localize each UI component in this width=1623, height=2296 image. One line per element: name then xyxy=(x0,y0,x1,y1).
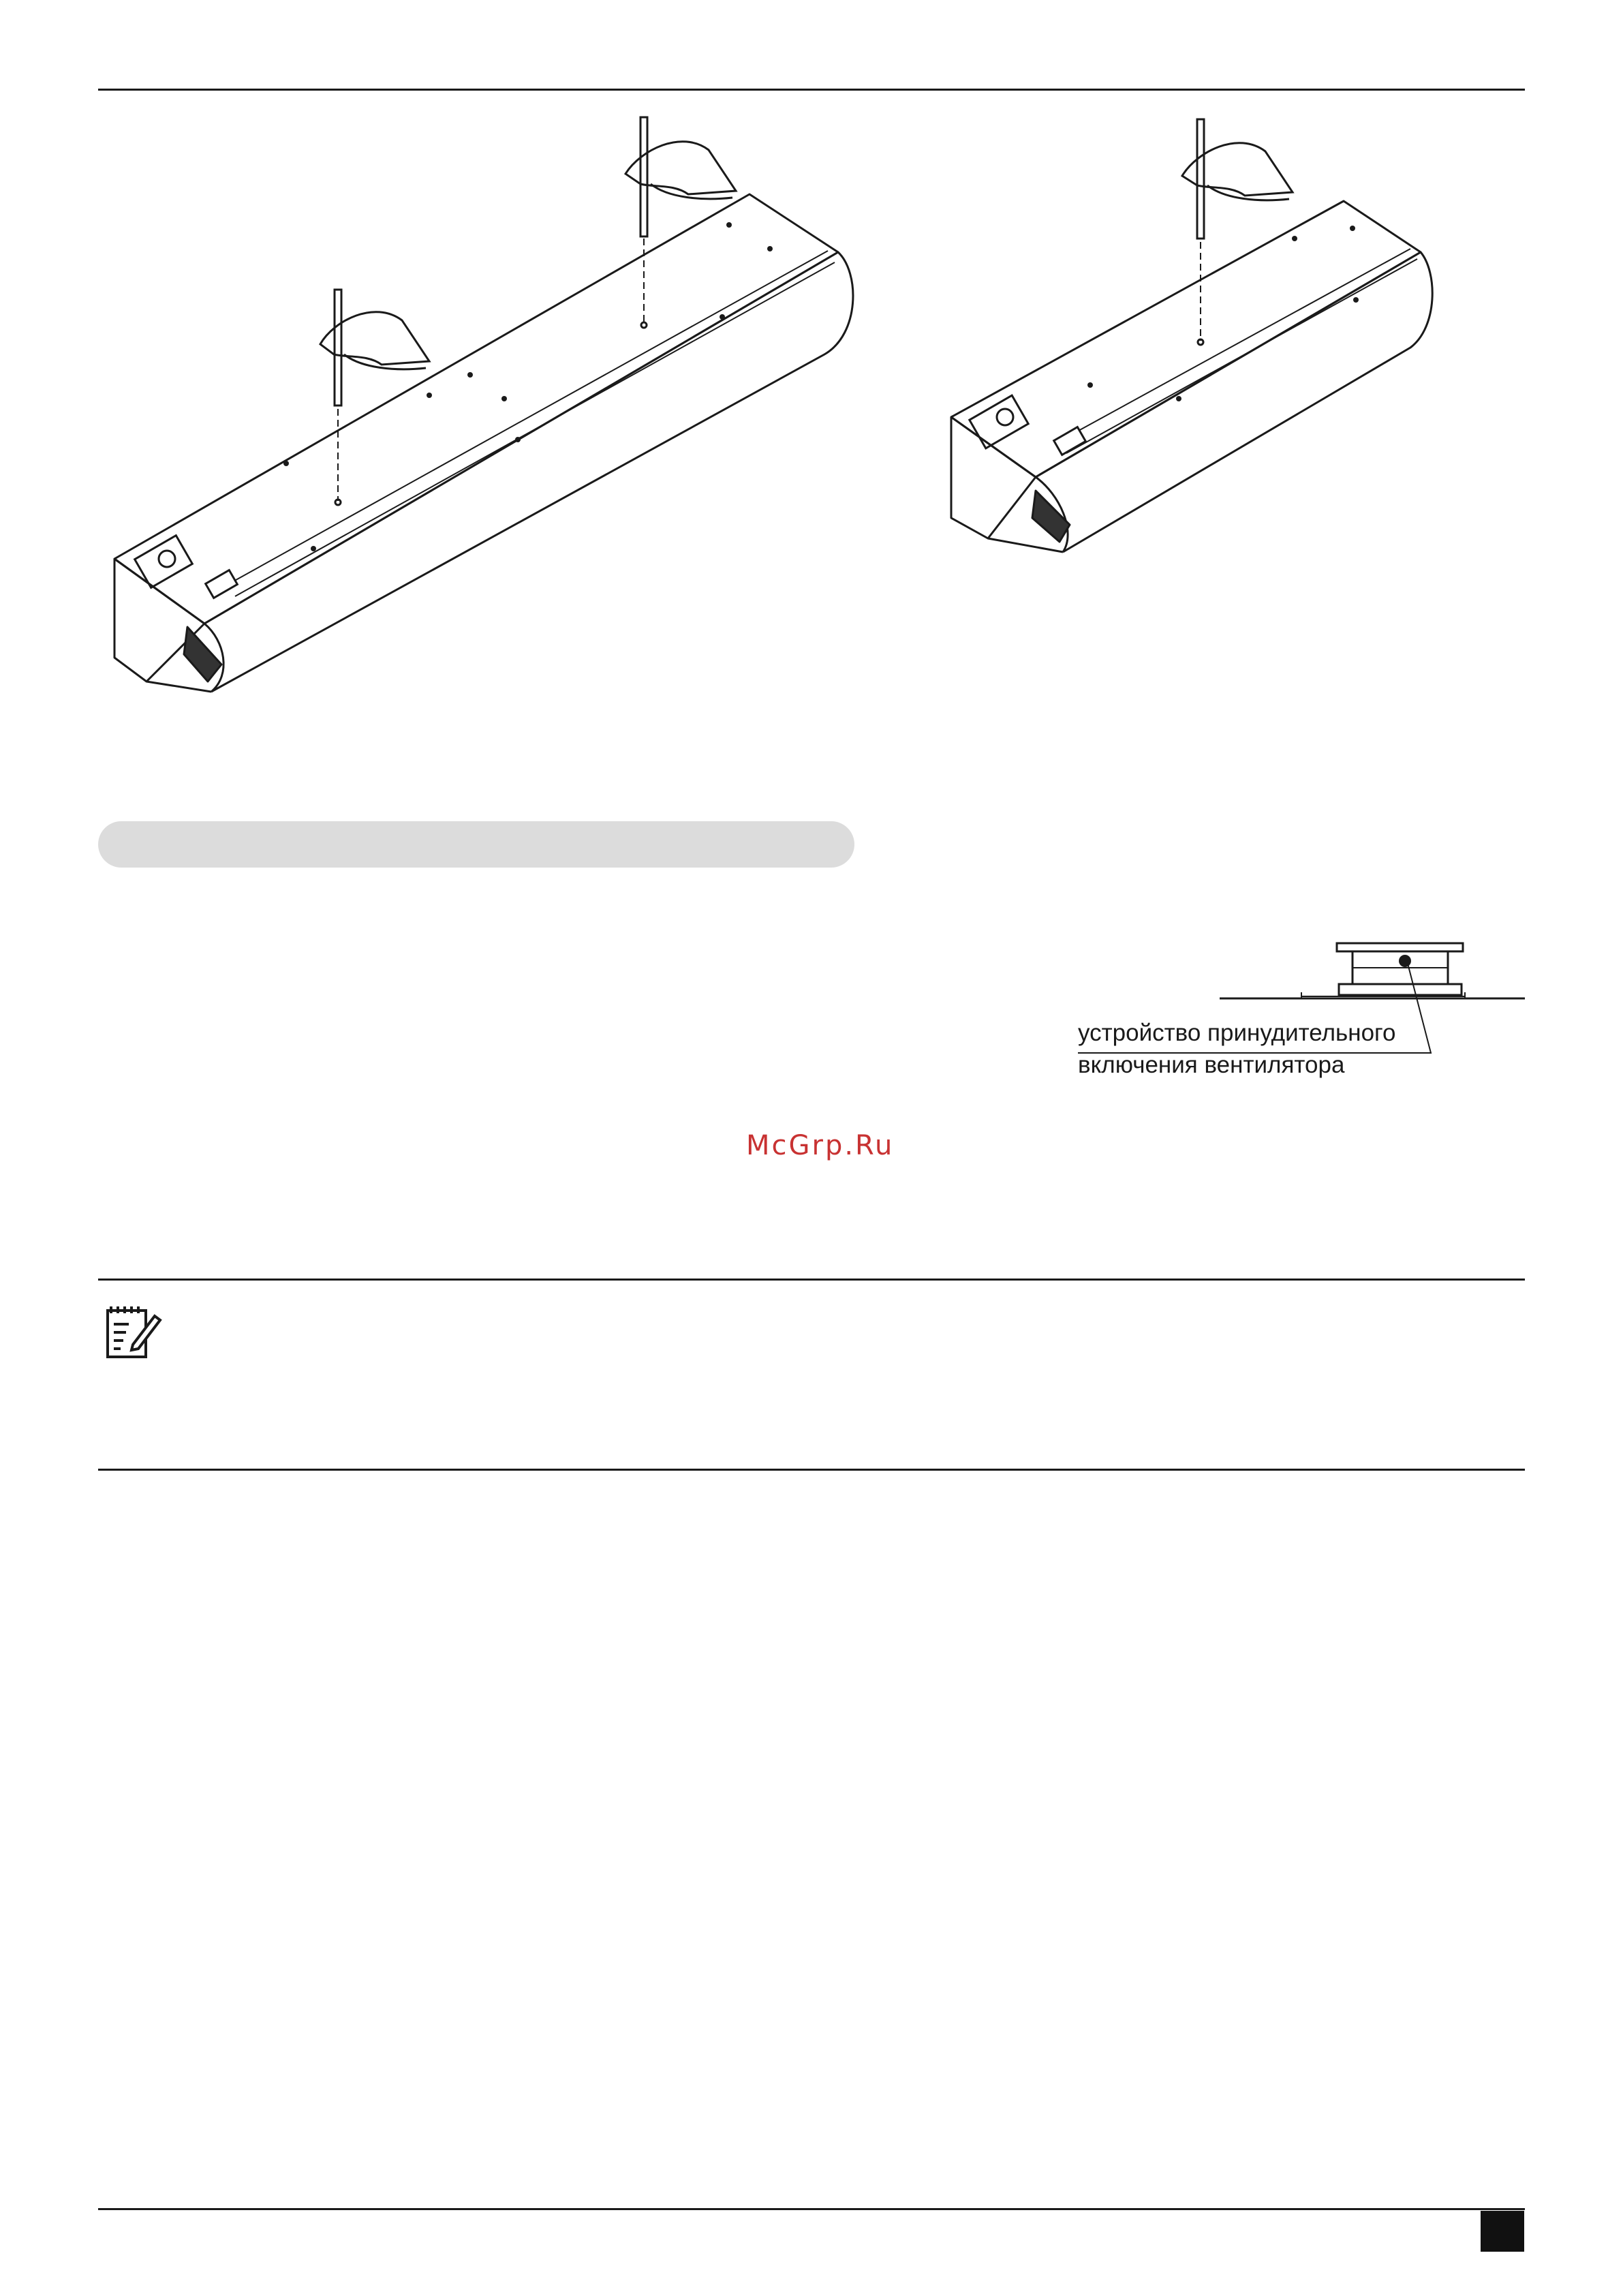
watermark-text: McGrp.Ru xyxy=(746,1130,895,1161)
page-number-marker xyxy=(1481,2211,1524,2252)
note-top-rule xyxy=(98,1279,1525,1281)
footer-rule xyxy=(98,2208,1525,2210)
note-bottom-rule xyxy=(98,1469,1525,1471)
callout-label-line2: включения вентилятора xyxy=(1078,1052,1345,1078)
note-pencil-icon xyxy=(106,1305,160,1360)
callout-label-line1: устройство принудительного xyxy=(1078,1020,1396,1046)
